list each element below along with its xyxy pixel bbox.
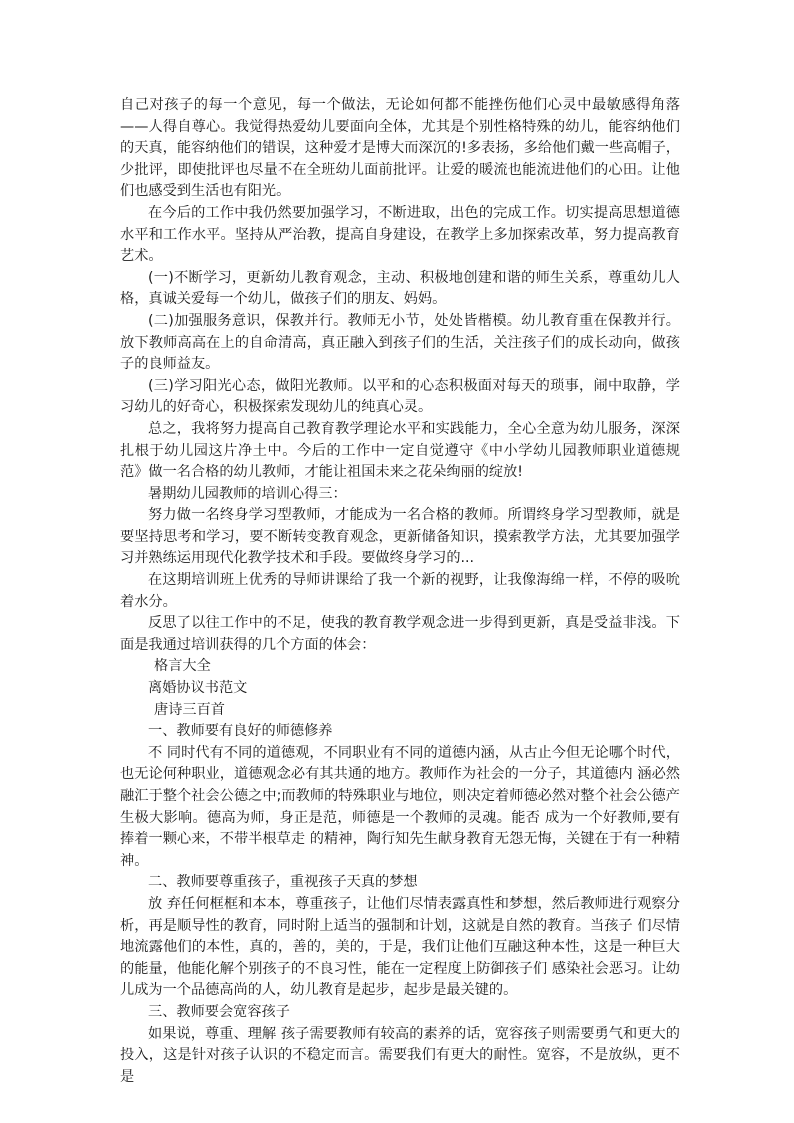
link-quotes[interactable]: 格言大全 xyxy=(154,658,211,675)
section-1-body: 不 同时代有不同的道德观，不同职业有不同的道德内涵，从古止今但无论哪个时代，也无论何种职业，道德观念必有其共通的地方。教师作为社会的一分子，其道德内 涵必然融汇于整个社会公德之中;而教师的特殊职业与地位，则决定着师德必然对整个社会公德产生极大影响。德高为师，身正是范，师德是一个教师的灵魂。能否 成为一个好教师,要有捧着一颗心来，不带半根草走 的精神，陶行知先生献身教育无怨无悔，关键在于有一种精神。 xyxy=(120,744,680,869)
paragraph-9: 反思了以往工作中的不足，使我的教育教学观念进一步得到更新，真是受益非浅。下面是我通过培训获得的几个方面的体会： xyxy=(120,615,680,653)
document-body xyxy=(120,95,680,1088)
link-tang-poems[interactable]: 唐诗三百首 xyxy=(154,701,225,718)
paragraph-4: (二)加强服务意识，保教并行。教师无小节，处处皆楷模。幼儿教育重在保教并行。放下教师高高在上的自命清高，真正融入到孩子们的生活，关注孩子们的成长动向，做孩子的良师益友。 xyxy=(120,312,680,373)
paragraph-6: 总之，我将努力提高自己教育教学理论水平和实践能力，全心全意为幼儿服务，深深扎根于幼儿园这片净土中。今后的工作中一定自觉遵守《中小学幼儿园教师职业道德规范》做一名合格的幼儿教师，才能让祖国未来之花朵绚丽的绽放! xyxy=(120,420,680,481)
link-divorce-agreement[interactable]: 离婚协议书范文 xyxy=(148,680,248,697)
subtitle-training-3: 暑期幼儿园教师的培训心得三： xyxy=(148,485,347,502)
section-3-title: 三、教师要会宽容孩子 xyxy=(148,1003,290,1020)
paragraph-3: (一)不断学习，更新幼儿教育观念，主动、积极地创建和谐的师生关系，尊重幼儿人格，真诚关爱每一个幼儿，做孩子们的朋友、妈妈。 xyxy=(120,269,680,308)
paragraph-5: (三)学习阳光心态，做阳光教师。以平和的心态积极面对每天的琐事，闹中取静，学习幼儿的好奇心，积极探索发现幼儿的纯真心灵。 xyxy=(120,377,680,416)
section-2-body: 放 弃任何框框和本本，尊重孩子，让他们尽情表露真性和梦想，然后教师进行观察分析，再是顺导性的教育，同时附上适当的强制和计划，这就是自然的教育。当孩子 们尽情地流露他们的本性，真的，善的，美的，于是，我们让他们互融这种本性，这是一种巨大的能量，他能化解个别孩子的不良习性，能在一定程度上防御孩子们 感染社会恶习。让幼儿成为一个品德高尚的人，幼儿教育是起步，起步是最关键的。 xyxy=(120,895,680,999)
section-1-title: 一、教师要有良好的师德修养 xyxy=(148,723,333,740)
paragraph-2: 在今后的工作中我仍然要加强学习，不断进取，出色的完成工作。切实提高思想道德水平和工作水平。坚持从严治教，提高自身建设，在教学上多加探索改革，努力提高教育艺术。 xyxy=(120,204,680,265)
section-3-body: 如果说，尊重、理解 孩子需要教师有较高的素养的话，宽容孩子则需要勇气和更大的投入，这是针对孩子认识的不稳定而言。需要我们有更大的耐性。宽容，不是放纵，更不是 xyxy=(120,1025,680,1085)
paragraph-7: 努力做一名终身学习型教师，才能成为一名合格的教师。所谓终身学习型教师，就是要坚持思考和学习，要不断转变教育观念，更新储备知识，摸索教学方法，尤其要加强学习并熟练运用现代化教学技术和手段。要做终身学习的... xyxy=(120,507,680,567)
section-2-title: 二、教师要尊重孩子，重视孩子天真的梦想 xyxy=(148,874,418,891)
paragraph-8: 在这期培训班上优秀的导师讲课给了我一个新的视野，让我像海绵一样，不停的吸吮着水分。 xyxy=(120,572,680,610)
paragraph-1: 自己对孩子的每一个意见，每一个做法，无论如何都不能挫伤他们心灵中最敏感得角落——人得自尊心。我觉得热爱幼儿要面向全体，尤其是个别性格特殊的幼儿，能容纳他们的天真，能容纳他们的错误，这种爱才是博大而深沉的!多表扬，多给他们戴一些高帽子，少批评，即使批评也尽量不在全班幼儿面前批评。让爱的暖流也能流进他们的心田。让他们也感受到生活也有阳光。 xyxy=(120,97,680,200)
